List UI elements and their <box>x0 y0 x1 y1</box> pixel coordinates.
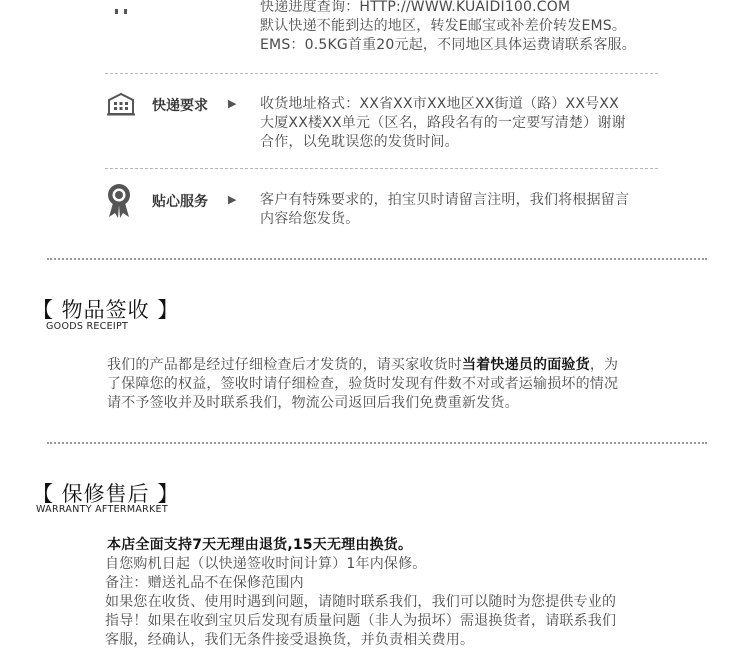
section-title-goods-receipt: 【 物品签收 】 <box>32 298 180 322</box>
row-label-considerate-service: 贴心服务 <box>152 194 208 210</box>
arrow-right-icon: ▶ <box>228 193 237 206</box>
section-subtitle-goods-receipt: GOODS RECEIPT <box>46 321 129 332</box>
receipt-text: 我们的产品都是经过仔细检查后才发货的，请买家收货时 <box>107 357 462 373</box>
row-label-delivery-requirements: 快递要求 <box>152 98 208 114</box>
warranty-line: 如果您在收货、使用时遇到问题，请随时联系我们，我们可以随时为您提供专业的 <box>105 594 617 610</box>
tracking-url-line: 快递进度查询：HTTP://WWW.KUAIDI100.COM <box>260 0 571 15</box>
special-request-line: 客户有特殊要求的，拍宝贝时请留言注明，我们将根据留言 <box>260 192 630 208</box>
divider <box>105 73 658 74</box>
award-ribbon-icon <box>106 183 132 219</box>
divider <box>105 168 658 169</box>
warranty-line: 备注：赠送礼品不在保修范围内 <box>105 575 304 591</box>
warranty-line: 客服，经确认，我们无条件接受退换货，并负责相关费用。 <box>105 632 475 648</box>
address-format-line: 收货地址格式：XX省XX市XX地区XX街道（路）XX号XX <box>260 96 619 112</box>
receipt-paragraph-line: 请不予签收并及时联系我们，物流公司返回后我们免费重新发货。 <box>107 395 519 411</box>
special-request-line: 内容给您发货。 <box>260 211 360 227</box>
receipt-text: ，为 <box>589 357 619 373</box>
address-format-line: 大厦XX楼XX单元（区名，路段名有的一定要写清楚）谢谢 <box>260 115 626 131</box>
warranty-line: 指导！如果在收到宝贝后发现有质量问题（非人为损坏）需退换货者，请联系我们 <box>105 613 617 629</box>
warranty-headline: 本店全面支持7天无理由退货,15天无理由换货。 <box>107 537 413 553</box>
section-divider <box>47 442 707 444</box>
section-title-warranty: 【 保修售后 】 <box>32 482 180 506</box>
section-divider <box>47 258 707 260</box>
truck-icon <box>112 0 134 6</box>
receipt-paragraph-line: 了保障您的权益，签收时请仔细检查，验货时发现有件数不对或者运输损坏的情况 <box>107 376 619 392</box>
building-icon <box>107 92 135 116</box>
section-subtitle-warranty: WARRANTY AFTERMARKET <box>36 504 168 515</box>
receipt-emphasis: 当着快递员的面验货 <box>462 357 590 373</box>
ems-fee-note: EMS：0.5KG首重20元起，不同地区具体运费请联系客服。 <box>260 37 636 53</box>
arrow-right-icon: ▶ <box>228 97 237 110</box>
address-format-line: 合作，以免耽误您的发货时间。 <box>260 134 459 150</box>
remote-area-note: 默认快递不能到达的地区，转发E邮宝或补差价转发EMS。 <box>260 18 627 34</box>
receipt-paragraph-line <box>107 356 618 375</box>
warranty-line: 自您购机日起（以快递签收时间计算）1年内保修。 <box>105 556 427 572</box>
